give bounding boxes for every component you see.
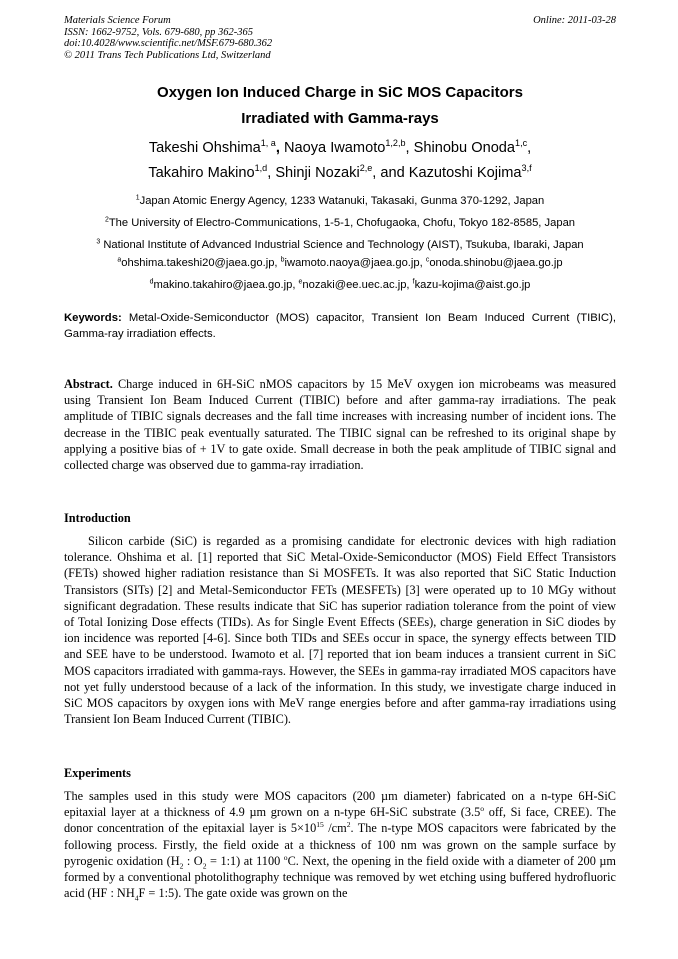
author-sup: 1,2,b	[385, 138, 406, 149]
author-name: Shinobu Onoda	[413, 140, 516, 156]
keywords-text: Metal-Oxide-Semiconductor (MOS) capacitor, Transient Ion Beam Induced Current (TIBIC), Gamma-ray irradiation effects.	[64, 312, 616, 340]
email-list: $^a$ohshima.takeshi20@jaea.go.jp, $^b$iwamoto.naoya@jaea.go.jp, $^c$onoda.shinobu@jaea.go.jp $^d$makino.takahiro@jaea.go.jp, $^e$nozaki@ee.uec.ac.jp, $^f$kazu-kojima@aist.go.jp	[117, 256, 563, 291]
doi-line: doi:10.4028/www.scientific.net/MSF.679-680.362	[64, 38, 273, 49]
email: nozaki@ee.uec.ac.jp	[302, 279, 407, 291]
author-sup: 3,f	[521, 163, 532, 174]
affiliations	[60, 190, 620, 256]
issn-line: ISSN: 1662-9752, Vols. 679-680, pp 362-365	[64, 26, 253, 38]
author-name: Takahiro Makino	[148, 165, 255, 181]
keywords	[64, 310, 616, 342]
email: kazu-kojima@aist.go.jp	[414, 279, 531, 291]
experiments-text: The samples used in this study were MOS capacitors (200 µm diameter) fabricated on a n-type 6H-SiC epitaxial layer at a thickness of 4.9 µm grown on a n-type 6H-SiC substrate (3.5$^o$ off, Si face, CREE). The donor concentration of the epitaxial layer is $5\times 10^{15}$ $/cm^2$. The n-type MOS capacitors were fabricated by the following process. Firstly, the field oxide at a thickness of 100 nm was grown on the sample surface by pyrogenic oxidation ($H_2$ : $O_2$ = 1:1) at 1100 $^o$C. Next, the opening in the field oxide with a diameter of 200 µm formed by a conventional photolithography technique was removed by wet etching using buffered hydrofluoric acid (HF : $NH_4F$ = 1:5). The gate oxide was grown on the	[64, 789, 617, 903]
paper-title	[64, 80, 616, 132]
email: makino.takahiro@jaea.go.jp	[153, 279, 293, 291]
abstract	[64, 376, 616, 473]
keywords-label: Keywords:	[64, 312, 122, 324]
journal-header	[64, 15, 616, 61]
author-list: Takeshi Ohshima$^{1, a}$, Naoya Iwamoto$^{1,2,b}$, Shinobu Onoda$^{1,c}$, Takahiro Makino$^{1,d}$, Shinji Nozaki$^{2,e}$, and Kazutoshi Kojima$^{3,f}$	[148, 138, 532, 181]
affiliation: $^1$Japan Atomic Energy Agency, 1233 Watanuki, Takasaki, Gunma 370-1292, Japan	[135, 194, 545, 207]
title-line-2: Irradiated with Gamma-rays	[241, 110, 439, 127]
experiments-heading: Experiments	[64, 766, 131, 780]
journal-name: Materials Science Forum	[64, 15, 171, 26]
email: iwamoto.naoya@jaea.go.jp	[284, 257, 420, 269]
abstract-label: Abstract.	[64, 377, 113, 391]
author-sup: 2,e	[359, 163, 373, 174]
affiliation: $^3$ National Institute of Advanced Industrial Science and Technology (AIST), Tsukuba, Ibaraki, Japan	[96, 238, 584, 251]
email: ohshima.takeshi20@jaea.go.jp	[121, 257, 275, 269]
author-name: Naoya Iwamoto	[283, 140, 386, 156]
copyright-line: © 2011 Trans Tech Publications Ltd, Switzerland	[64, 49, 271, 61]
introduction-text: Silicon carbide (SiC) is regarded as a promising candidate for electronic devices with high radiation tolerance. Ohshima et al. [1] reported that SiC Metal-Oxide-Semiconductor (MOS) Field Effect Transistors (FETs) showed higher radiation resistance than Si MOSFETs. It was also reported that SiC Static Induction Transistors (SITs) [2] and Metal-Semiconductor FETs (MESFETs) [3] were operated up to 10 MGy without significant degradation. These results indicate that SiC has superior radiation tolerance from the point of view of Total Ionizing Dose effects (TIDs). As for Single Event Effects (SEEs), charge generation in SiC diodes by ion incidence was reported [4-6]. Since both TIDs and SEEs occur in space, the synergy effects between TID and SEE have to be understood. Iwamoto et al. [7] reported that ion beam induces a transient current in SiC MOS capacitors irradiated with gamma-rays. However, the SEEs in gamma-ray irradiated MOS capacitors have not yet fully understood because of a lack of the information. In this study, we investigate charge induced in SiC MOS capacitors by oxygen ions with MeV range energies before and after gamma-ray irradiations using Transient Ion Beam Induced Current (TIBIC).	[64, 534, 616, 727]
author-name: Takeshi Ohshima	[148, 140, 261, 156]
author-name: Kazutoshi Kojima	[408, 165, 522, 181]
author-sup: 1,c	[515, 138, 528, 149]
author-name: Shinji Nozaki	[275, 165, 360, 181]
abstract-text: Charge induced in 6H-SiC nMOS capacitors by 15 MeV oxygen ion microbeams was measured using Transient Ion Beam Induced Current (TIBIC) before and after gamma-ray irradiations. The peak amplitude of TIBIC signals decreases and the fall time increases with increasing number of incident ions. The decrease in the TIBIC peak eventually saturated. The TIBIC signal can be refreshed to its original shape by applying a positive bias of + 1V to gate oxide. Small decrease in both the peak amplitude of TIBIC signal and collected charge was observed due to gamma-ray irradiation.	[64, 377, 616, 473]
title-line-1: Oxygen Ion Induced Charge in SiC MOS Capacitors	[157, 84, 523, 101]
introduction-heading: Introduction	[64, 511, 131, 525]
online-date: Online: 2011-03-28	[533, 15, 616, 26]
author-sup: 1,d	[254, 163, 268, 174]
email: onoda.shinobu@jaea.go.jp	[429, 257, 563, 269]
affiliation: $^2$The University of Electro-Communications, 1-5-1, Chofugaoka, Chofu, Tokyo 182-8585, Japan	[104, 216, 576, 229]
author-sup: 1, a	[260, 138, 276, 149]
